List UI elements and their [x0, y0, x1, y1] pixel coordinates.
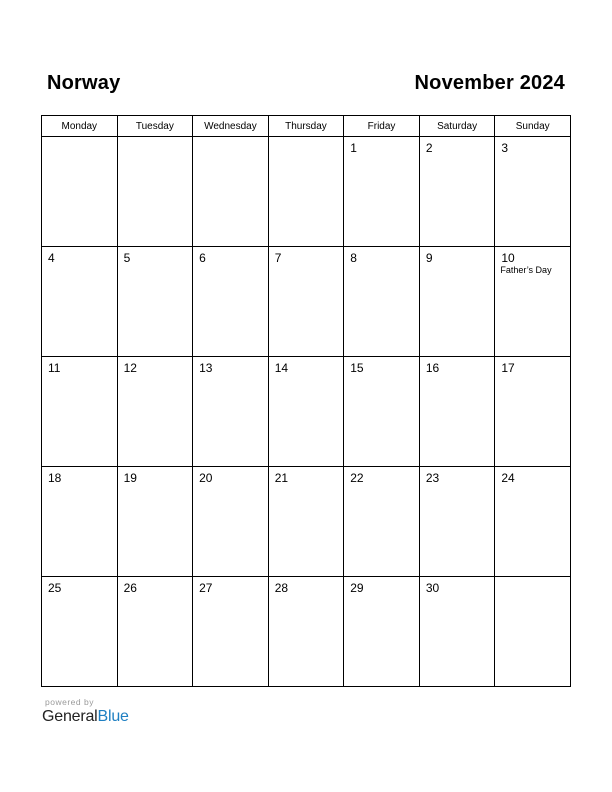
day-number: 16	[425, 361, 440, 375]
weekday-header: Monday	[42, 116, 118, 137]
day-cell	[419, 577, 495, 687]
day-cell	[495, 577, 571, 687]
day-cell	[268, 467, 344, 577]
day-number: 22	[350, 471, 364, 485]
day-cell	[117, 577, 193, 687]
weekday-header: Friday	[344, 116, 420, 137]
weekday-header: Wednesday	[193, 116, 269, 137]
day-cell	[117, 467, 193, 577]
day-cell	[419, 137, 495, 247]
day-number: 30	[425, 581, 440, 595]
day-cell	[117, 357, 193, 467]
day-cell	[344, 137, 420, 247]
day-number: 9	[425, 251, 433, 265]
week-row	[42, 577, 571, 687]
day-number: 13	[199, 361, 213, 375]
day-cell	[268, 137, 344, 247]
day-cell	[495, 247, 571, 357]
week-row	[42, 467, 571, 577]
day-number: 8	[350, 251, 357, 265]
day-cell	[495, 137, 571, 247]
day-cell	[268, 577, 344, 687]
day-cell	[117, 137, 193, 247]
day-number: 2	[425, 141, 433, 155]
day-cell	[193, 137, 269, 247]
week-row	[42, 137, 571, 247]
day-cell	[42, 247, 118, 357]
weekday-header-row	[42, 116, 571, 137]
day-number: 5	[123, 251, 131, 265]
day-number: 7	[274, 251, 282, 265]
day-cell	[42, 357, 118, 467]
week-row	[42, 357, 571, 467]
day-cell	[193, 467, 269, 577]
day-number: 20	[199, 471, 213, 485]
month-year-title: November 2024	[414, 72, 565, 94]
day-number: 18	[48, 471, 62, 485]
day-number: 1	[350, 141, 357, 155]
day-number: 23	[425, 471, 440, 485]
day-number: 24	[501, 471, 515, 485]
day-cell	[193, 357, 269, 467]
day-cell	[42, 467, 118, 577]
day-number: 19	[123, 471, 137, 485]
day-cell	[419, 467, 495, 577]
brand-blue-text: Blue	[97, 708, 129, 725]
powered-by-text: powered by	[45, 697, 94, 707]
day-cell	[268, 357, 344, 467]
calendar-grid	[41, 115, 571, 687]
day-number: 27	[199, 581, 213, 595]
day-number: 26	[123, 581, 137, 595]
weekday-header: Saturday	[419, 116, 495, 137]
day-cell	[495, 357, 571, 467]
day-number: 15	[350, 361, 364, 375]
day-cell	[419, 247, 495, 357]
day-cell	[419, 357, 495, 467]
day-number: 28	[274, 581, 289, 595]
day-number: 11	[48, 361, 61, 375]
day-number: 4	[48, 251, 55, 265]
day-number: 17	[501, 361, 515, 375]
day-cell	[344, 247, 420, 357]
day-number: 21	[274, 471, 289, 485]
day-cell	[344, 577, 420, 687]
generalblue-logo[interactable]	[42, 708, 129, 726]
day-cell	[495, 467, 571, 577]
day-number: 6	[199, 251, 206, 265]
day-cell	[117, 247, 193, 357]
day-cell	[344, 467, 420, 577]
day-number: 14	[274, 361, 289, 375]
day-cell	[42, 577, 118, 687]
day-cell	[193, 577, 269, 687]
day-number: 10	[501, 251, 515, 265]
week-row	[42, 247, 571, 357]
day-number: 12	[123, 361, 137, 375]
day-cell	[42, 137, 118, 247]
day-cell	[268, 247, 344, 357]
brand-general-text: General	[42, 708, 98, 725]
weekday-header: Thursday	[268, 116, 344, 137]
weekday-header: Sunday	[495, 116, 571, 137]
country-title: Norway	[47, 72, 121, 94]
day-cell	[193, 247, 269, 357]
day-number: 3	[501, 141, 509, 155]
day-number: 29	[350, 581, 364, 595]
holiday-label: Father’s Day	[500, 265, 552, 275]
day-cell	[344, 357, 420, 467]
weekday-header: Tuesday	[117, 116, 193, 137]
day-number: 25	[48, 581, 62, 595]
